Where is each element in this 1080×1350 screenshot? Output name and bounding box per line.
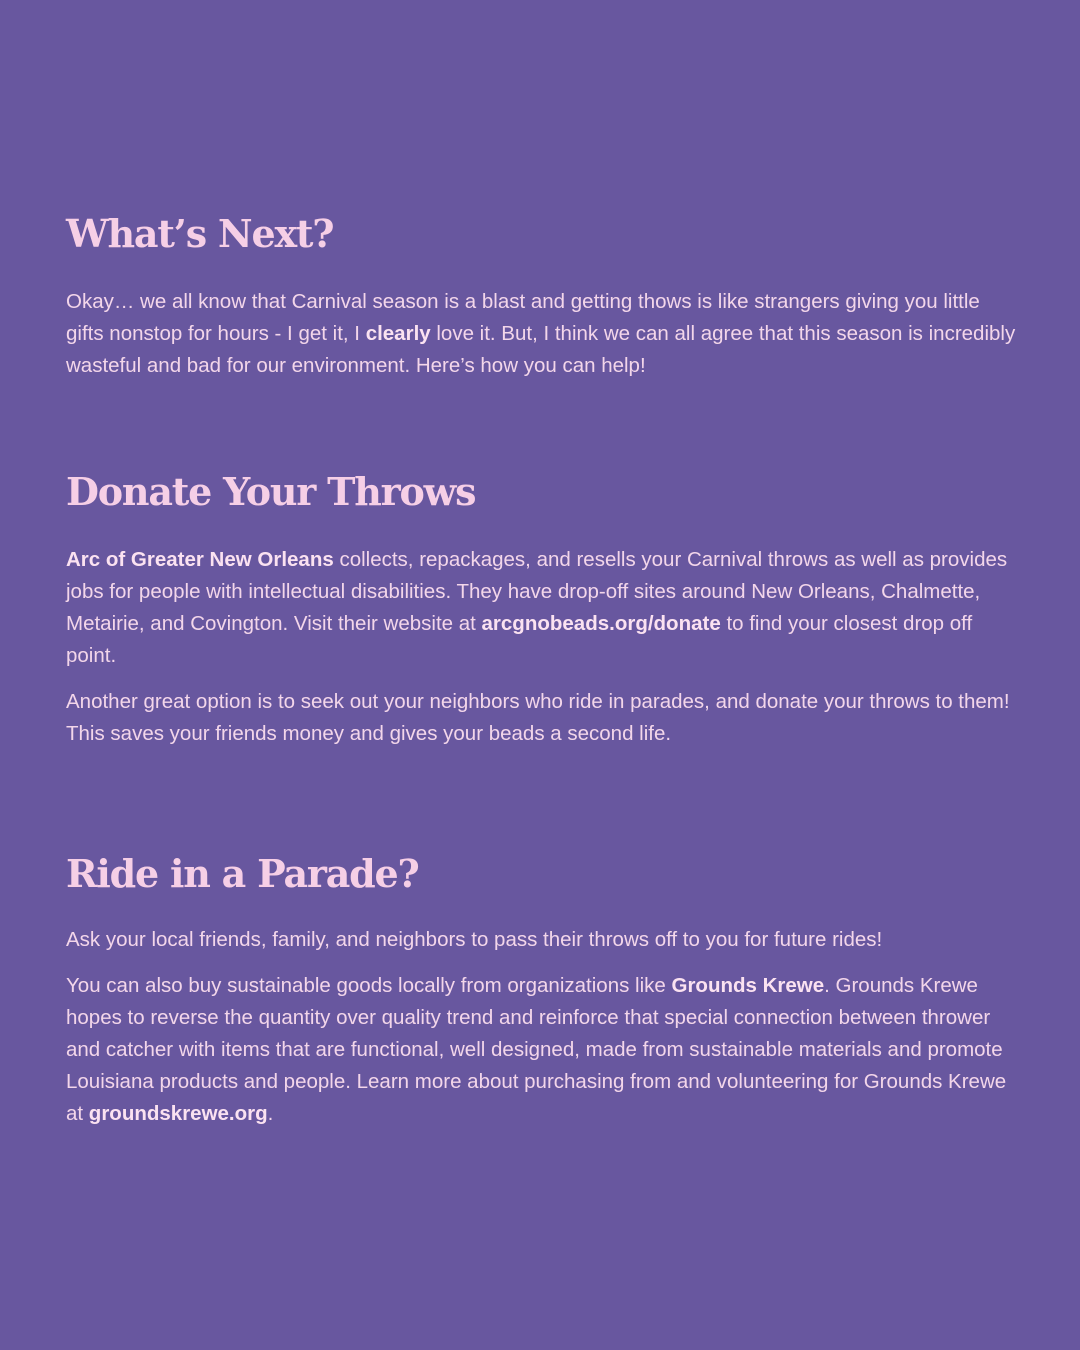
donate-text-a: collects, repackages, and resells your Carnival throws as well as provides jobs for people with intellectual disabilities. They have drop-off sites around New Orleans, Chalmette, Metairie, and Covington. Visit their website at [66, 548, 1008, 635]
ride-paragraph-2 [66, 970, 1016, 1130]
donate-text-b: to find your closest drop off point. [66, 612, 973, 667]
ride-text-c: . [267, 1102, 274, 1125]
grounds-krewe-name: Grounds Krewe [671, 974, 825, 997]
ride-section [66, 850, 1016, 1130]
whats-next-heading: What’s Next? [66, 211, 334, 256]
whats-next-text-a: Okay… we all know that Carnival season is a blast and getting thows is like strangers giving you little gifts nonstop for hours - I get it, I [66, 290, 980, 345]
whats-next-text-b: love it. But, I think we can all agree that this season is incredibly wasteful and bad for our environment. Here’s how you can help! [66, 322, 1016, 377]
ride-paragraph-1: Ask your local friends, family, and neighbors to pass their throws off to you for future rides! [66, 928, 883, 951]
donate-paragraph-1 [66, 544, 1016, 672]
ride-text-b: . Grounds Krewe hopes to reverse the quantity over quality trend and reinforce that special connection between thrower and catcher with items that are functional, well designed, made from sustainable materials and promote Louisiana products and people. Learn more about purchasing from and volunteering for Grounds Krewe at [66, 974, 1007, 1125]
donate-heading: Donate Your Throws [66, 469, 476, 514]
grounds-krewe-website-link[interactable]: groundskrewe.org [88, 1102, 268, 1125]
whats-next-section [66, 210, 1016, 382]
ride-heading: Ride in a Parade? [66, 851, 419, 896]
whats-next-paragraph [66, 286, 1016, 382]
arc-org-name: Arc of Greater New Orleans [66, 548, 334, 571]
ride-text-a: You can also buy sustainable goods locally from organizations like [66, 974, 672, 997]
arc-website-link[interactable]: arcgnobeads.org/donate [481, 612, 721, 635]
donate-paragraph-2: Another great option is to seek out your neighbors who ride in parades, and donate your throws to them! This saves your friends money and gives your beads a second life. [66, 690, 1010, 745]
clearly-emphasis: clearly [365, 322, 431, 345]
donate-section [66, 468, 1016, 750]
